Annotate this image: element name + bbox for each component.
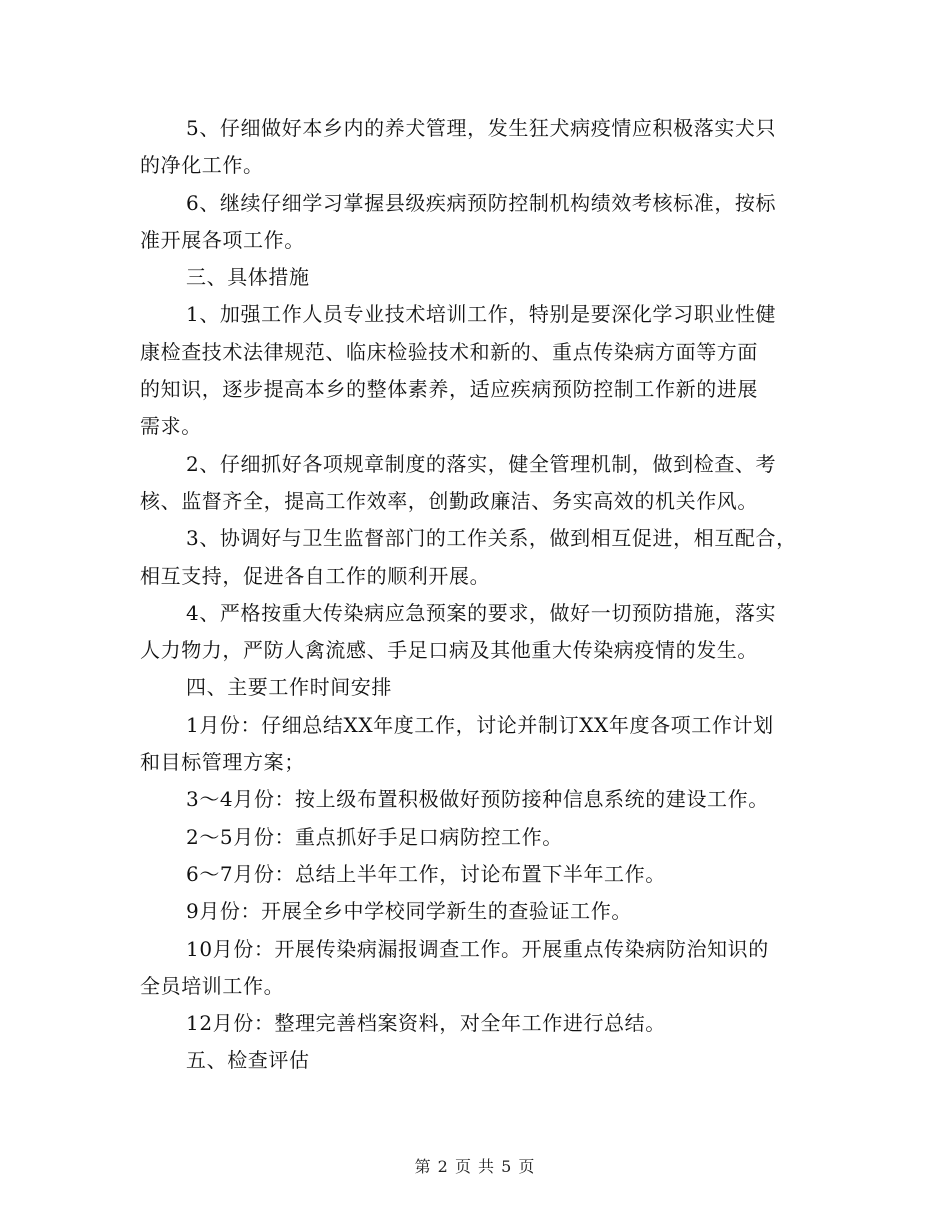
text-line: 1月份：仔细总结XX年度工作，讨论并制订XX年度各项工作计划 bbox=[186, 712, 774, 737]
text-line: 6、继续仔细学习掌握县级疾病预防控制机构绩效考核标准，按标 bbox=[186, 190, 777, 215]
section-heading: 三、具体措施 bbox=[186, 265, 310, 290]
text-line: 和目标管理方案； bbox=[140, 750, 305, 775]
text-line: 12月份：整理完善档案资料，对全年工作进行总结。 bbox=[186, 1011, 666, 1036]
section-heading: 五、检查评估 bbox=[186, 1048, 310, 1073]
text-line: 6～7月份：总结上半年工作，讨论布置下半年工作。 bbox=[186, 861, 666, 886]
page-number-footer: 第 2 页 共 5 页 bbox=[414, 1157, 536, 1176]
text-line: 需求。 bbox=[140, 414, 202, 439]
text-line: 准开展各项工作。 bbox=[140, 227, 305, 252]
text-line: 相互支持，促进各自工作的顺利开展。 bbox=[140, 563, 491, 588]
text-line: 10月份：开展传染病漏报调查工作。开展重点传染病防治知识的 bbox=[186, 936, 769, 961]
text-line: 人力物力，严防人禽流感、手足口病及其他重大传染病疫情的发生。 bbox=[140, 638, 758, 663]
text-line: 的知识，逐步提高本乡的整体素养，适应疾病预防控制工作新的进展 bbox=[140, 377, 758, 402]
text-line: 3～4月份：按上级布置积极做好预防接种信息系统的建设工作。 bbox=[186, 787, 769, 812]
text-line: 5、仔细做好本乡内的养犬管理，发生狂犬病疫情应积极落实犬只 bbox=[186, 116, 777, 140]
document-body bbox=[140, 110, 830, 1080]
text-line: 2、仔细抓好各项规章制度的落实，健全管理机制，做到检查、考 bbox=[186, 451, 777, 476]
text-line: 全员培训工作。 bbox=[140, 973, 285, 998]
text-line: 1、加强工作人员专业技术培训工作，特别是要深化学习职业性健 bbox=[186, 302, 777, 327]
text-line: 核、监督齐全，提高工作效率，创勤政廉洁、务实高效的机关作风。 bbox=[140, 488, 758, 513]
text-line: 2～5月份：重点抓好手足口病防控工作。 bbox=[186, 824, 563, 849]
section-heading: 四、主要工作时间安排 bbox=[186, 675, 392, 700]
text-line: 4、严格按重大传染病应急预案的要求，做好一切预防措施，落实 bbox=[186, 600, 777, 625]
text-line: 的净化工作。 bbox=[140, 153, 264, 178]
text-line: 康检查技术法律规范、临床检验技术和新的、重点传染病方面等方面 bbox=[140, 339, 758, 364]
text-line: 9月份：开展全乡中学校同学新生的查验证工作。 bbox=[186, 899, 632, 924]
text-line: 3、协调好与卫生监督部门的工作关系，做到相互促进，相互配合， bbox=[186, 526, 797, 551]
